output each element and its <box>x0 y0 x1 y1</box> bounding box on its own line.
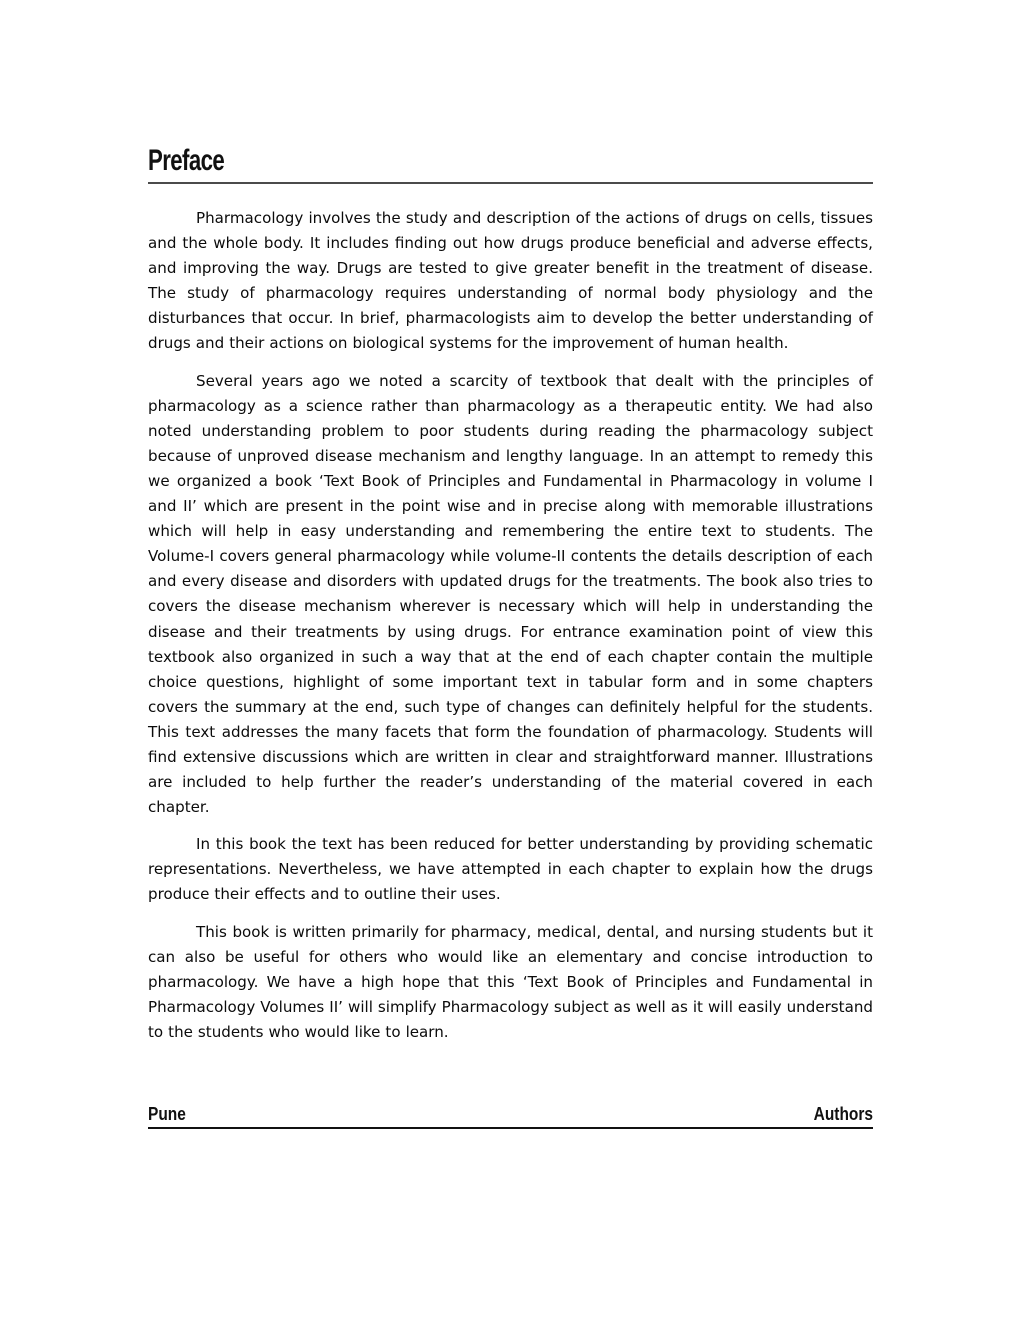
footer-signature: Authors <box>813 1104 873 1124</box>
preface-heading-block <box>148 145 873 184</box>
page-footer <box>148 1104 873 1129</box>
paragraph-3: In this book the text has been reduced for better understanding by providing schematic representations. Nevertheless, we have attempted in each chapter to explain how the drugs produce their effects and to outline their uses. <box>148 835 873 904</box>
footer-divider <box>148 1127 873 1129</box>
paragraph-1: Pharmacology involves the study and description of the actions of drugs on cells, tissues and the whole body. It includes finding out how drugs produce beneficial and adverse effects, and improving the way. Drugs are tested to give greater benefit in the treatment of disease. The study of pharmacology requires understanding of normal body physiology and the disturbances that occur. In brief, pharmacologists aim to develop the better understanding of drugs and their actions on biological systems for the improvement of human health. <box>148 209 873 353</box>
page-content <box>148 145 873 1045</box>
footer-place: Pune <box>148 1104 186 1124</box>
paragraph-4: This book is written primarily for pharmacy, medical, dental, and nursing students but it can also be useful for others who would like an elementary and concise introduction to pharmacology. We have a high hope that this ‘Text Book of Principles and Fundamental in Pharmacology Volumes II’ will simplify Pharmacology subject as well as it will easily understand to the students who would like to learn. <box>148 922 873 1041</box>
footer-row <box>148 1104 873 1124</box>
paragraph-2: Several years ago we noted a scarcity of textbook that dealt with the principles of pharmacology as a science rather than pharmacology as a therapeutic entity. We had also noted understanding problem to poor students during reading the pharmacology subject because of unproved disease mechanism and lengthy language. In an attempt to remedy this we organized a book ‘Text Book of Principles and Fundamental in Pharmacology in volume I and II’ which are present in the point wise and in precise along with memorable illustrations which will help in easy understanding and remembering the entire text to students. The Volume-I covers general pharmacology while volume-II contents the details description of each and every disease and disorders with updated drugs for the treatments. The book also tries to covers the disease mechanism wherever is necessary which will help in understanding the disease and their treatments by using drugs. For entrance examination point of view this textbook also organized in such a way that at the end of each chapter contain the multiple choice questions, highlight of some important text in tabular form and in some chapters covers the summary at the end, such type of changes can definitely helpful for the students. This text addresses the many facets that form the foundation of pharmacology. Students will find extensive discussions which are written in clear and straightforward manner. Illustrations are included to help further the reader’s understanding of the material covered in each chapter. <box>148 371 873 817</box>
heading-divider <box>148 182 873 184</box>
page-title: Preface <box>148 144 225 177</box>
